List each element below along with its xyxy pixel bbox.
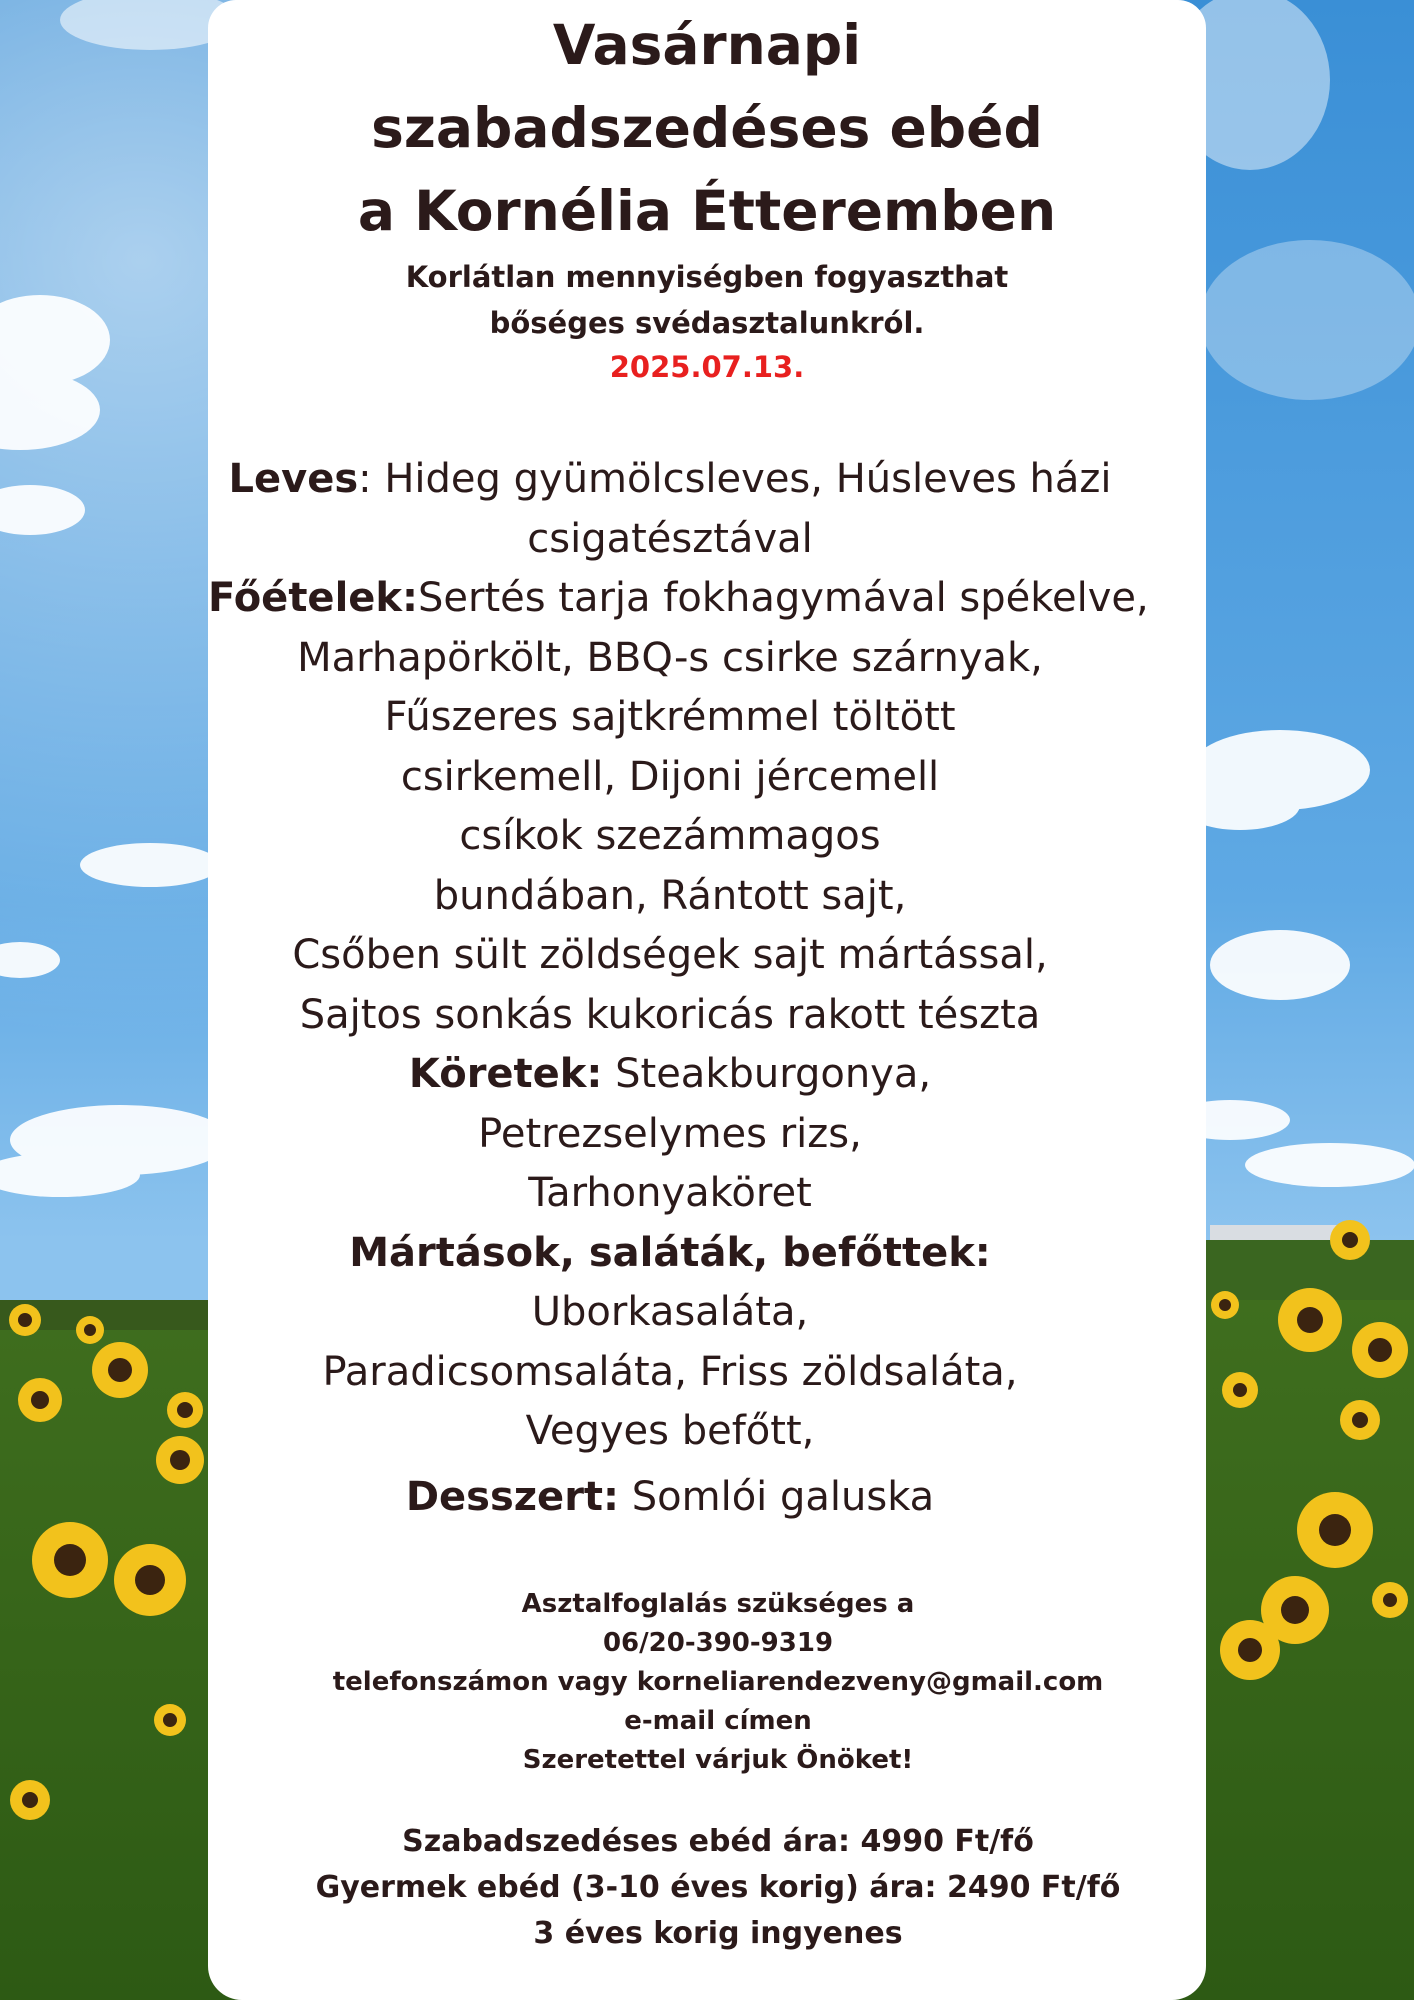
foetelek-line: Marhapörkölt, BBQ-s csirke szárnyak,: [297, 634, 1043, 681]
contact-line: Asztalfoglalás szükséges a: [521, 1589, 915, 1619]
foetelek-line: Sajtos sonkás kukoricás rakott tészta: [299, 991, 1041, 1038]
subtitle-line: Korlátlan mennyiségben fogyaszthat: [405, 260, 1009, 294]
koretek-line: [208, 1045, 1132, 1105]
foetelek-line: csirkemell, Dijoni jércemell: [400, 753, 940, 800]
koretek-line: Petrezselymes rizs,: [478, 1110, 862, 1157]
desszert-items: Somlói galuska: [619, 1473, 935, 1520]
koretek-label: Köretek:: [408, 1051, 603, 1097]
price-info: [268, 1819, 1168, 1957]
foetelek-items: Sertés tarja fokhagymával spékelve,: [418, 575, 1149, 621]
foetelek-label: Főételek:: [208, 575, 418, 621]
subtitle-line: bőséges svédasztalunkról.: [489, 306, 925, 340]
martasok-heading: Mártások, saláták, befőttek:: [349, 1229, 991, 1276]
foetelek-line: Csőben sült zöldségek sajt mártással,: [292, 932, 1048, 978]
leves-line: csigatésztával: [527, 515, 813, 562]
menu-list: [208, 450, 1149, 1527]
greeting-line: Szeretettel várjuk Önöket!: [522, 1745, 914, 1775]
martasok-line: Paradicsomsaláta, Friss zöldsaláta,: [322, 1348, 1018, 1395]
child-price: Gyermek ebéd (3-10 éves korig) ára: 2490 Ft/fő: [315, 1870, 1121, 1905]
poster-subtitle: [208, 254, 1206, 346]
adult-price: Szabadszedéses ebéd ára: 4990 Ft/fő: [402, 1824, 1034, 1859]
poster-title: [208, 4, 1206, 253]
title-line: a Kornélia Étteremben: [357, 179, 1057, 243]
event-date: 2025.07.13.: [609, 350, 805, 384]
leves-items: : Hideg gyümölcsleves, Húsleves házi: [358, 456, 1112, 502]
martasok-label: [208, 1224, 1132, 1284]
foetelek-line: [208, 569, 1149, 629]
koretek-items: Steakburgonya,: [602, 1051, 932, 1097]
reservation-info: [268, 1585, 1168, 1780]
leves-label: Leves: [228, 456, 359, 502]
phone-number: 06/20-390-9319: [602, 1628, 834, 1658]
contact-line: e-mail címen: [624, 1706, 812, 1736]
title-line: Vasárnapi: [552, 13, 862, 77]
martasok-line: Vegyes befőtt,: [525, 1408, 815, 1454]
koretek-line: Tarhonyaköret: [528, 1170, 812, 1216]
desszert-label: Desszert:: [405, 1473, 620, 1520]
leves-line: [208, 450, 1132, 510]
desszert-line: [208, 1468, 1132, 1528]
free-under-3: 3 éves korig ingyenes: [533, 1916, 903, 1951]
email-line: telefonszámon vagy korneliarendezveny@gmail.com: [332, 1667, 1104, 1697]
title-line: szabadszedéses ebéd: [371, 96, 1043, 160]
foetelek-line: Fűszeres sajtkrémmel töltött: [384, 694, 956, 740]
martasok-line: Uborkasaláta,: [531, 1289, 809, 1335]
menu-card: [208, 0, 1206, 2000]
foetelek-line: csíkok szezámmagos: [459, 813, 881, 859]
foetelek-line: bundában, Rántott sajt,: [433, 872, 907, 919]
